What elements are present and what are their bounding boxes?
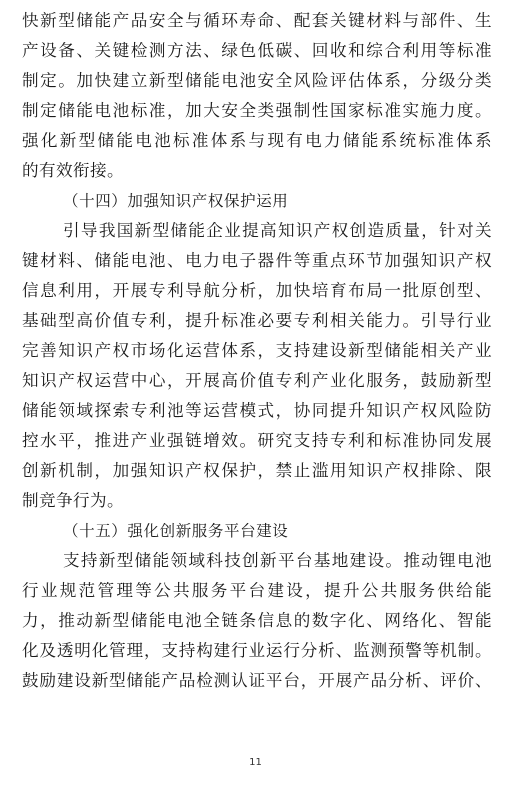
section-heading-14: （十四）加强知识产权保护运用 [63,192,289,210]
page-number: 11 [249,757,262,768]
body-line: 储能领域探索专利池等运营模式，协同提升知识产权风险防 [22,401,492,420]
body-line: 力，推动新型储能电池全链条信息的数字化、网络化、智能 [22,611,492,630]
body-line: 创新机制，加强知识产权保护，禁止滥用知识产权排除、限 [22,461,492,480]
body-line: 完善知识产权市场化运营体系，支持建设新型储能相关产业 [22,341,492,360]
paragraph-first-line: 引导我国新型储能企业提高知识产权创造质量，针对关 [63,221,492,240]
body-line: 强化新型储能电池标准体系与现有电力储能系统标准体系 [22,131,492,150]
body-line: 产设备、关键检测方法、绿色低碳、回收和综合利用等标准 [22,41,492,60]
body-line: 制定。加快建立新型储能电池安全风险评估体系，分级分类 [22,71,492,90]
section-heading-15: （十五）强化创新服务平台建设 [63,522,289,540]
body-line: 知识产权运营中心，开展高价值专利产业化服务，鼓励新型 [22,371,492,390]
body-line: 行业规范管理等公共服务平台建设，提升公共服务供给能 [22,581,492,600]
body-line: 控水平，推进产业强链增效。研究支持专利和标准协同发展 [22,431,492,450]
body-line: 化及透明化管理，支持构建行业运行分析、监测预警等机制。 [22,641,492,660]
body-line: 的有效衔接。 [22,161,124,180]
body-line: 快新型储能产品安全与循环寿命、配套关键材料与部件、生 [22,11,492,30]
body-line: 制定储能电池标准，加大安全类强制性国家标准实施力度。 [22,101,492,120]
body-line: 制竞争行为。 [22,491,124,510]
body-line: 基础型高价值专利，提升标准必要专利相关能力。引导行业 [22,311,492,330]
body-line: 键材料、储能电池、电力电子器件等重点环节加强知识产权 [22,251,492,270]
body-line: 鼓励建设新型储能产品检测认证平台，开展产品分析、评价、 [22,671,492,690]
paragraph-first-line: 支持新型储能领域科技创新平台基地建设。推动锂电池 [63,551,492,570]
body-line: 信息利用，开展专利导航分析，加快培育布局一批原创型、 [22,281,492,300]
